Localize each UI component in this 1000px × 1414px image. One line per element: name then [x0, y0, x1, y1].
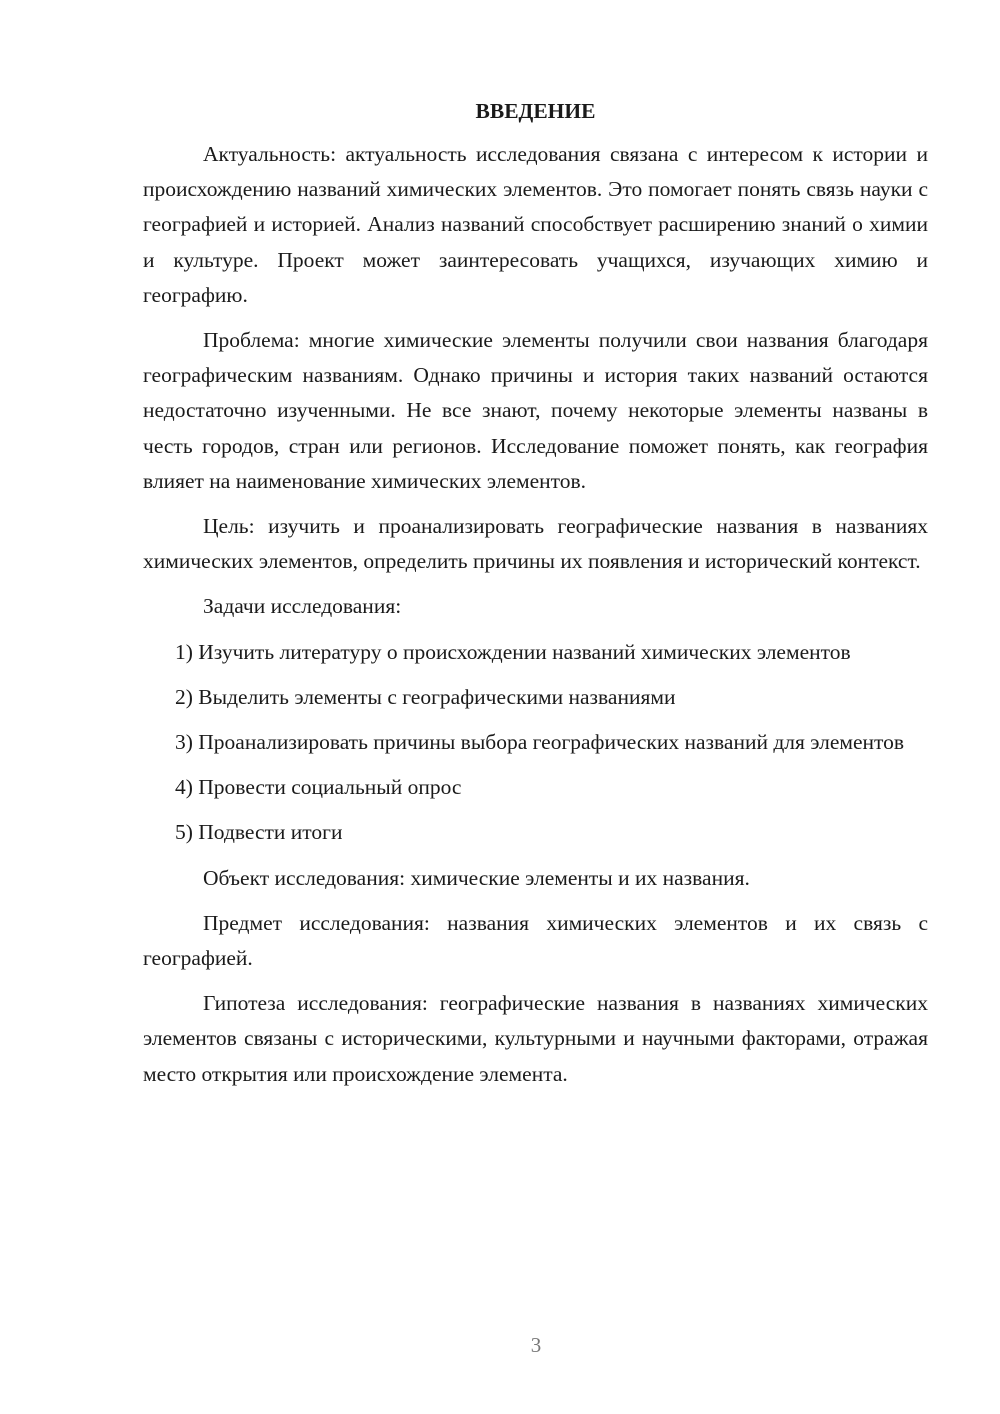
- object-paragraph: Объект исследования: химические элементы и их названия.: [203, 865, 750, 890]
- document-page: [143, 95, 928, 1102]
- task-item-3: 3) Проанализировать причины выбора географических названий для элементов: [175, 730, 905, 755]
- section-heading: ВВЕДЕНИЕ: [475, 99, 596, 123]
- page-number: 3: [530, 1333, 542, 1357]
- task-item-4: 4) Провести социальный опрос: [175, 775, 462, 800]
- problem-paragraph: Проблема: многие химические элементы получили свои названия благодаря географическим названиям. Однако причины и история таких названий остаются недостаточно изученными. Не все знают, почему некоторые элементы названы в честь городов, стран или регионов. Исследование поможет понять, как география влияет на наименование химических элементов.: [143, 328, 928, 493]
- hypothesis-paragraph: Гипотеза исследования: географические названия в названиях химических элементов связаны с историческими, культурными и научными факторами, отражая место открытия или происхождение элемента.: [143, 991, 928, 1086]
- task-item-5: 5) Подвести итоги: [175, 820, 343, 845]
- goal-paragraph: Цель: изучить и проанализировать географические названия в названиях химических элементов, определить причины их появления и исторический контекст.: [143, 514, 928, 574]
- tasks-heading: Задачи исследования:: [203, 594, 402, 619]
- task-item-1: 1) Изучить литературу о происхождении названий химических элементов: [175, 639, 851, 664]
- subject-paragraph: Предмет исследования: названия химических элементов и их связь с географией.: [143, 910, 928, 971]
- relevance-paragraph: Актуальность: актуальность исследования связана с интересом к истории и происхождению названий химических элементов. Это помогает понять связь науки с географией и историей. Анализ названий способствует расширению знаний о химии и культуре. Проект может заинтересовать учащихся, изучающих химию и географию.: [143, 142, 928, 307]
- task-item-2: 2) Выделить элементы с географическими названиями: [175, 684, 676, 709]
